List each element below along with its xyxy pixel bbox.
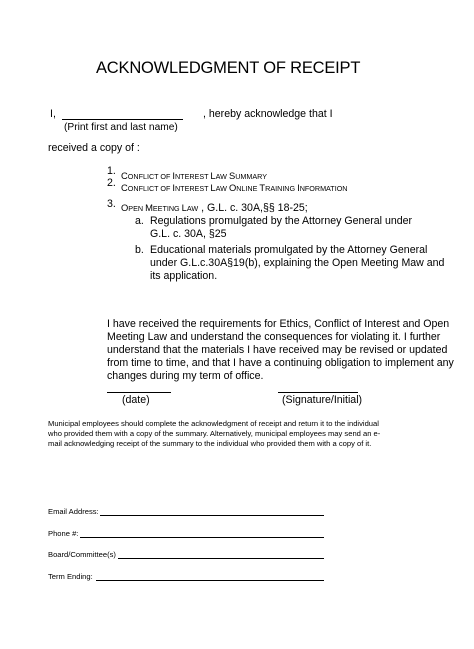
item-1-part: C (121, 170, 128, 181)
item-2-part: T (259, 182, 266, 193)
notice-line2: who provided them with a copy of the summary. Alternatively, municipal employees may send an e- (48, 429, 381, 438)
term-label: Term Ending: (48, 572, 93, 581)
signature-line[interactable] (278, 392, 358, 393)
board-field[interactable] (118, 558, 324, 559)
item-1-part: ONFLICT OF (127, 172, 173, 181)
item-2-text (121, 178, 347, 196)
item-3-heading-part: L (181, 202, 187, 213)
item-1-part: I (172, 170, 175, 181)
term-field[interactable] (96, 580, 324, 581)
item-3-heading-part: PEN (128, 204, 146, 213)
item-3b-line2: under G.L.c.30A§19(b), explaining the Open Meeting Maw and (150, 257, 445, 269)
item-3-heading-part: AW (186, 204, 199, 213)
date-label: (date) (122, 394, 150, 406)
statement-line5: changes during my term of office. (107, 370, 264, 382)
statement-line4: from time to time, and that I have a continuing obligation to implement any (107, 357, 454, 369)
item-3b-label: b. (135, 244, 144, 256)
item-2-part: ONFLICT OF (127, 184, 173, 193)
item-2-number: 2. (107, 177, 116, 189)
email-field[interactable] (100, 515, 324, 516)
item-2-part: AW (215, 184, 229, 193)
i-label: I, (50, 108, 56, 120)
item-3b-line3: its application. (150, 270, 218, 282)
item-1-number: 1. (107, 165, 116, 177)
statement-line1: I have received the requirements for Ethics, Conflict of Interest and Open (107, 318, 450, 330)
phone-label: Phone #: (48, 529, 79, 538)
item-3-heading-smallcaps (121, 198, 198, 215)
item-3a-line2: G.L. c. 30A, §25 (150, 228, 227, 240)
item-2-part: NFORMATION (299, 184, 348, 193)
statement-line3: understand that the materials I have received may be revised or updated (107, 344, 448, 356)
item-3-heading-part: EETING (152, 204, 182, 213)
item-1-part: UMMARY (235, 172, 268, 181)
item-3-heading-part: M (145, 202, 153, 213)
notice-line1: Municipal employees should complete the acknowledgment of receipt and return it to the individual (48, 419, 379, 428)
phone-field[interactable] (80, 537, 324, 538)
name-hint: (Print first and last name) (64, 122, 178, 133)
item-3a-label: a. (135, 215, 144, 227)
email-label: Email Address: (48, 507, 99, 516)
item-1-part: NTEREST (174, 172, 211, 181)
item-2-part: O (228, 182, 237, 193)
item-2-part: C (121, 182, 128, 193)
item-3-heading-part: O (121, 202, 129, 213)
received-copy-text: received a copy of : (48, 142, 140, 154)
statement-line2: Meeting Law and understand the consequences for violating it. I further (107, 331, 441, 343)
page-title: ACKNOWLEDGMENT OF RECEIPT (96, 59, 361, 77)
item-3b-line1: Educational materials promulgated by the Attorney General (150, 244, 428, 256)
item-2-part: I (172, 182, 175, 193)
item-2-part: RAINING (265, 184, 298, 193)
item-1-part: AW (215, 172, 229, 181)
item-2-part: NLINE (236, 184, 260, 193)
item-2-part: L (210, 182, 216, 193)
acknowledge-text: , hereby acknowledge that I (203, 108, 333, 120)
notice-line3: mail acknowledging receipt of the summary to the individual who provided them with a copy of it. (48, 439, 372, 448)
item-2-part: NTEREST (174, 184, 211, 193)
item-3-heading (121, 198, 308, 216)
item-2-part: I (297, 182, 300, 193)
signature-label: (Signature/Initial) (282, 394, 363, 406)
item-1-part: L (210, 170, 216, 181)
item-1-part: S (228, 170, 236, 181)
item-3a-line1: Regulations promulgated by the Attorney General under (150, 215, 413, 227)
item-3-number: 3. (107, 198, 116, 210)
item-3-heading-rest: , G.L. c. 30A,§§ 18-25; (198, 202, 308, 214)
board-label: Board/Committee(s) (48, 550, 116, 559)
name-blank-line[interactable] (62, 119, 183, 120)
date-line[interactable] (107, 392, 171, 393)
